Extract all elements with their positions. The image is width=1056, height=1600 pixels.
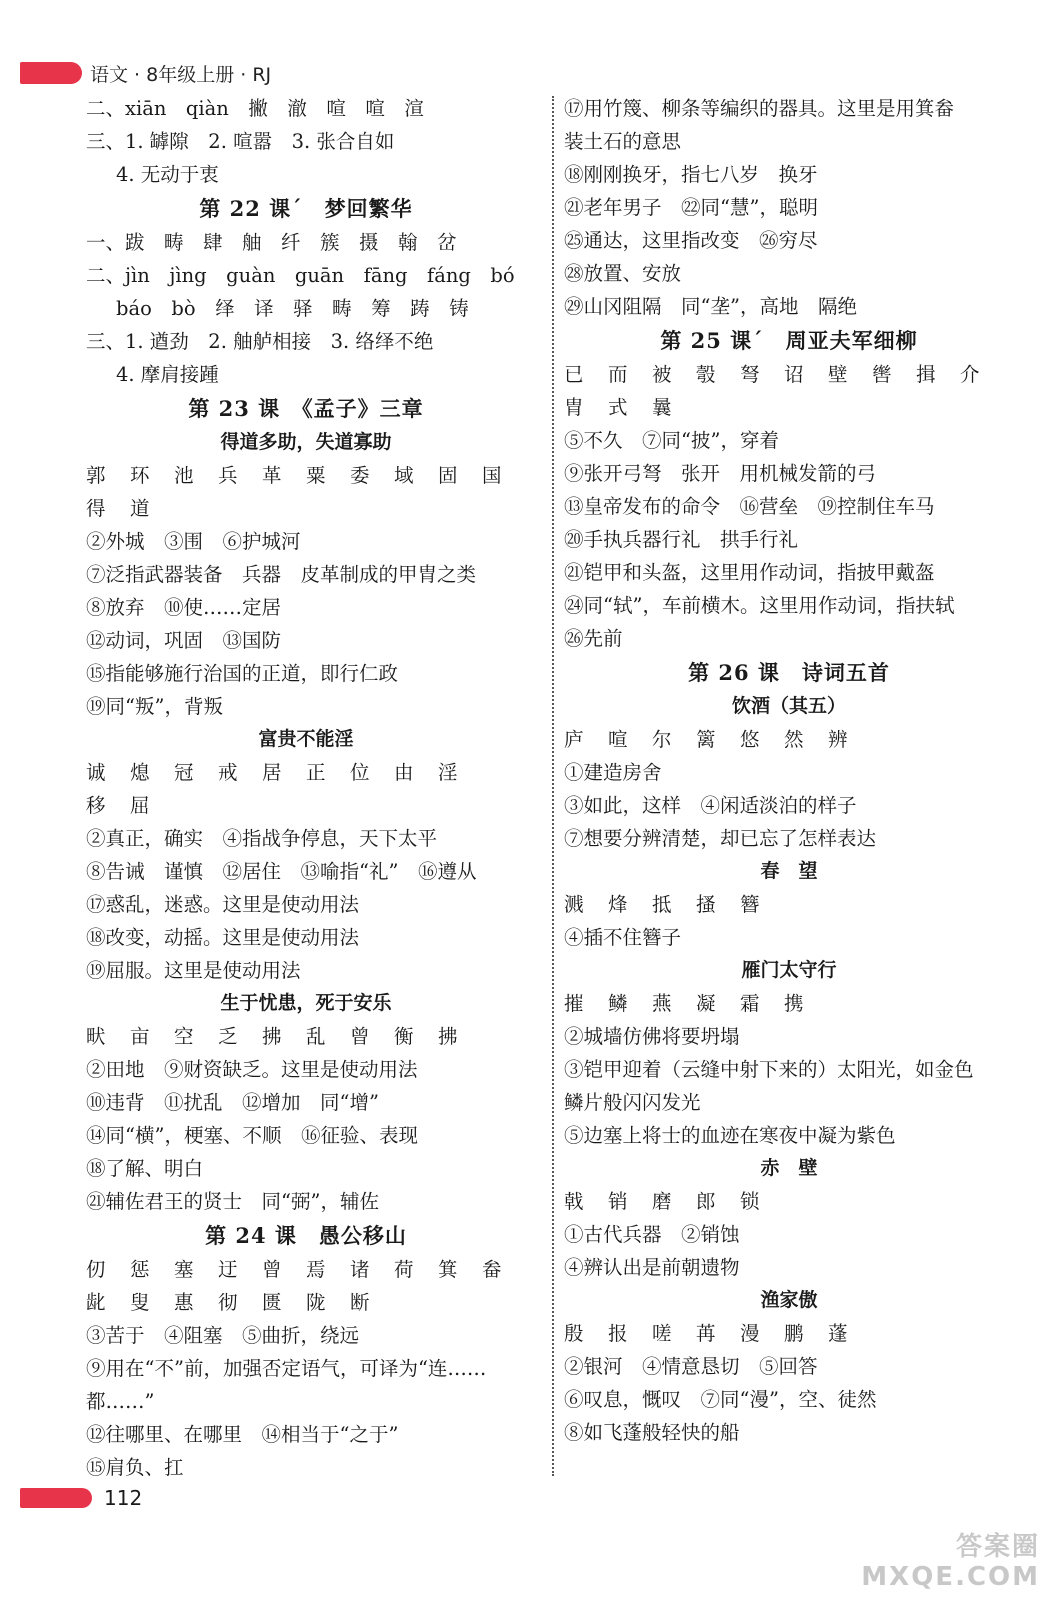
char-item: 喧 <box>608 728 628 751</box>
answer-line: ⑮肩负、扛 <box>86 1456 184 1479</box>
answer-line: ⑤边塞上将士的血迹在寒夜中凝为紫色 <box>564 1124 896 1147</box>
answer-line: ⑨用在“不”前，加强否定语气，可译为“连…… <box>86 1357 487 1380</box>
answer-line: ㉘放置、安放 <box>564 262 682 285</box>
char-list <box>86 1253 526 1286</box>
char-item: 革 <box>262 464 282 487</box>
answer-line: 都……” <box>86 1390 155 1413</box>
char-item: 兵 <box>218 464 238 487</box>
answer-line: ⑱刚刚换牙，指七八岁 换牙 <box>564 163 818 186</box>
char-item: 漫 <box>740 1322 760 1345</box>
char-item: 殷 <box>564 1322 584 1345</box>
answer-line: 二、xiān qiàn 撇 澈 喧 喧 渲 <box>86 97 424 120</box>
watermark-line1: 答案圈 <box>955 1532 1040 1562</box>
answer-line: ⑧放弃 ⑩使……定居 <box>86 596 282 619</box>
char-item: 委 <box>350 464 370 487</box>
answer-line: ㉑铠甲和头盔，这里用作动词，指披甲戴盔 <box>564 561 935 584</box>
answer-line: ②外城 ③围 ⑥护城河 <box>86 530 301 553</box>
answer-line: 鳞片般闪闪发光 <box>564 1091 701 1114</box>
char-item: 曾 <box>350 1025 370 1048</box>
char-item: 嗟 <box>652 1322 672 1345</box>
answer-line: ④插不住簪子 <box>564 926 682 949</box>
char-item: 彻 <box>218 1291 238 1314</box>
answer-line: ⑦泛指武器装备 兵器 皮革制成的甲胄之类 <box>86 563 477 586</box>
char-item: 位 <box>350 761 370 784</box>
section-title: 生于忧患，死于安乐 <box>220 992 392 1014</box>
answer-line: 二、jìn jìng guàn guān fāng fáng bó <box>86 264 515 287</box>
char-item: 摧 <box>564 992 584 1015</box>
lesson-title: 第 22 课ˊ 梦回繁华 <box>199 196 413 221</box>
char-list <box>86 789 526 822</box>
char-item: 焉 <box>306 1258 326 1281</box>
char-item: 断 <box>350 1291 370 1314</box>
footer-color-tab <box>20 1488 92 1508</box>
char-item: 被 <box>652 363 672 386</box>
page-footer <box>20 1486 142 1510</box>
char-item: 式 <box>608 396 628 419</box>
section-title: 富贵不能淫 <box>258 728 354 750</box>
answer-line: ㉑辅佐君王的贤士 同“弼”，辅佐 <box>86 1190 379 1213</box>
answer-line: báo bò 绎 译 驿 畴 筹 踌 铸 <box>116 297 469 320</box>
char-item: 畎 <box>86 1025 106 1048</box>
char-list <box>564 1185 1014 1218</box>
answer-line: 一、跋 畴 肆 舳 纤 簇 摄 翰 岔 <box>86 231 457 254</box>
answer-line: ⑲屈服。这里是使动用法 <box>86 959 301 982</box>
char-item: 鹏 <box>784 1322 804 1345</box>
char-item: 衡 <box>394 1025 414 1048</box>
char-item: 域 <box>394 464 414 487</box>
answer-line: ⑲同“叛”，背叛 <box>86 695 223 718</box>
section-title: 赤 壁 <box>760 1157 818 1179</box>
answer-line: ㉙山冈阻隔 同“垄”，高地 隔绝 <box>564 295 857 318</box>
char-item: 屈 <box>130 794 150 817</box>
answer-line: ⑩违背 ⑪扰乱 ⑫增加 同“增” <box>86 1091 379 1114</box>
char-item: 庐 <box>564 728 584 751</box>
char-item: 郎 <box>696 1190 716 1213</box>
lesson-title: 第 24 课 愚公移山 <box>205 1223 407 1248</box>
char-list <box>86 756 526 789</box>
page-number: 112 <box>104 1486 143 1510</box>
char-item: 苒 <box>696 1322 716 1345</box>
char-item: 诏 <box>784 363 804 386</box>
char-item: 已 <box>564 363 584 386</box>
char-list <box>564 723 1014 756</box>
answer-line: ㉕通达，这里指改变 ㉖穷尽 <box>564 229 818 252</box>
char-item: 正 <box>306 761 326 784</box>
char-item: 池 <box>174 464 194 487</box>
char-item: 熄 <box>130 761 150 784</box>
answer-line: ①建造房舍 <box>564 761 662 784</box>
char-item: 得 <box>86 497 106 520</box>
char-item: 迂 <box>218 1258 238 1281</box>
char-item: 戒 <box>218 761 238 784</box>
section-title: 渔家傲 <box>760 1289 818 1311</box>
char-item: 空 <box>174 1025 194 1048</box>
char-item: 磨 <box>652 1190 672 1213</box>
answer-line: ②城墙仿佛将要坍塌 <box>564 1025 740 1048</box>
char-item: 锁 <box>740 1190 760 1213</box>
header-title: 语文 · 8年级上册 · RJ <box>90 63 272 86</box>
char-item: 陇 <box>306 1291 326 1314</box>
watermark <box>861 1532 1040 1592</box>
char-item: 郭 <box>86 464 106 487</box>
char-list <box>86 1286 526 1319</box>
char-item: 畚 <box>482 1258 502 1281</box>
char-item: 冠 <box>174 761 194 784</box>
char-item: 粟 <box>306 464 326 487</box>
char-list <box>564 888 1014 921</box>
right-column <box>564 92 1014 1449</box>
char-item: 拂 <box>262 1025 282 1048</box>
section-title: 雁门太守行 <box>741 959 837 981</box>
char-item: 惩 <box>130 1258 150 1281</box>
char-item: 乱 <box>306 1025 326 1048</box>
char-item: 乏 <box>218 1025 238 1048</box>
answer-line: ㉔同“轼”，车前横木。这里用作动词，指扶轼 <box>564 594 955 617</box>
char-item: 国 <box>482 464 502 487</box>
char-item: 道 <box>130 497 150 520</box>
char-item: 蓬 <box>828 1322 848 1345</box>
answer-line: ⑨张开弓弩 张开 用机械发箭的弓 <box>564 462 877 485</box>
answer-line: 4. 无动于衷 <box>116 163 219 186</box>
char-item: 仞 <box>86 1258 106 1281</box>
char-item: 箕 <box>438 1258 458 1281</box>
char-item: 诚 <box>86 761 106 784</box>
answer-line: 4. 摩肩接踵 <box>116 363 219 386</box>
char-item: 诸 <box>350 1258 370 1281</box>
char-item: 然 <box>784 728 804 751</box>
char-item: 曩 <box>652 396 672 419</box>
char-item: 壁 <box>828 363 848 386</box>
answer-line: ①古代兵器 ②销蚀 <box>564 1223 740 1246</box>
char-item: 移 <box>86 794 106 817</box>
answer-line: ④辨认出是前朝遗物 <box>564 1256 740 1279</box>
page-header <box>20 58 271 88</box>
char-item: 彀 <box>696 363 716 386</box>
section-title: 得道多助，失道寡助 <box>220 431 392 453</box>
char-item: 揖 <box>916 363 936 386</box>
char-list <box>86 459 526 492</box>
char-item: 簪 <box>740 893 760 916</box>
char-item: 尔 <box>652 728 672 751</box>
char-item: 烽 <box>608 893 628 916</box>
char-list <box>564 391 1014 424</box>
answer-line: ⑰惑乱，迷惑。这里是使动用法 <box>86 893 360 916</box>
answer-line: ⑱改变，动摇。这里是使动用法 <box>86 926 360 949</box>
answer-line: ⑫动词，巩固 ⑬国防 <box>86 629 282 652</box>
char-item: 匮 <box>262 1291 282 1314</box>
answer-line: ⑬皇帝发布的命令 ⑯营垒 ⑲控制住车马 <box>564 495 935 518</box>
char-item: 龀 <box>86 1291 106 1314</box>
char-item: 携 <box>784 992 804 1015</box>
answer-line: 三、1. 罅隙 2. 喧嚣 3. 张合自如 <box>86 130 395 153</box>
char-item: 介 <box>960 363 980 386</box>
char-item: 而 <box>608 363 628 386</box>
char-list <box>86 1020 526 1053</box>
char-item: 惠 <box>174 1291 194 1314</box>
char-item: 戟 <box>564 1190 584 1213</box>
answer-line: ㉑老年男子 ㉒同“慧”，聪明 <box>564 196 818 219</box>
char-item: 悠 <box>740 728 760 751</box>
watermark-line2: MXQE.COM <box>861 1562 1040 1592</box>
char-item: 溅 <box>564 893 584 916</box>
char-list <box>564 358 1014 391</box>
char-item: 辔 <box>872 363 892 386</box>
char-item: 荷 <box>394 1258 414 1281</box>
char-item: 凝 <box>696 992 716 1015</box>
char-item: 塞 <box>174 1258 194 1281</box>
answer-line: ⑮指能够施行治国的正道，即行仁政 <box>86 662 399 685</box>
char-item: 固 <box>438 464 458 487</box>
answer-line: ③苦于 ④阻塞 ⑤曲折，绕远 <box>86 1324 360 1347</box>
answer-line: ⑳手执兵器行礼 拱手行礼 <box>564 528 799 551</box>
char-item: 鳞 <box>608 992 628 1015</box>
answer-line: 装土石的意思 <box>564 130 682 153</box>
answer-line: ⑧如飞蓬般轻快的船 <box>564 1421 740 1444</box>
char-item: 淫 <box>438 761 458 784</box>
char-item: 辨 <box>828 728 848 751</box>
section-title: 春 望 <box>760 860 818 882</box>
answer-line: ⑭同“横”，梗塞、不顺 ⑯征验、表现 <box>86 1124 418 1147</box>
answer-line: ⑫往哪里、在哪里 ⑭相当于“之于” <box>86 1423 399 1446</box>
left-column <box>86 92 526 1484</box>
answer-line: ⑥叹息，慨叹 ⑦同“漫”，空、徒然 <box>564 1388 877 1411</box>
char-item: 销 <box>608 1190 628 1213</box>
column-divider <box>552 96 554 1476</box>
char-item: 篱 <box>696 728 716 751</box>
char-item: 燕 <box>652 992 672 1015</box>
lesson-title: 第 26 课 诗词五首 <box>688 660 890 685</box>
char-item: 曾 <box>262 1258 282 1281</box>
answer-line: 三、1. 遒劲 2. 舳舻相接 3. 络绎不绝 <box>86 330 434 353</box>
char-item: 环 <box>130 464 150 487</box>
header-color-tab <box>20 62 82 84</box>
answer-line: ⑧告诫 谨慎 ⑫居住 ⑬喻指“礼” ⑯遵从 <box>86 860 477 883</box>
lesson-title: 第 25 课ˊ 周亚夫军细柳 <box>660 328 918 353</box>
char-item: 由 <box>394 761 414 784</box>
char-item: 居 <box>262 761 282 784</box>
char-item: 霜 <box>740 992 760 1015</box>
answer-line: ③铠甲迎着（云缝中射下来的）太阳光，如金色 <box>564 1058 974 1081</box>
answer-line: ⑦想要分辨清楚，却已忘了怎样表达 <box>564 827 877 850</box>
section-title: 饮酒（其五） <box>731 695 846 717</box>
answer-line: ⑰用竹篾、柳条等编织的器具。这里是用箕畚 <box>564 97 955 120</box>
char-item: 胄 <box>564 396 584 419</box>
char-item: 亩 <box>130 1025 150 1048</box>
answer-line: ②银河 ④情意恳切 ⑤回答 <box>564 1355 818 1378</box>
char-item: 拂 <box>438 1025 458 1048</box>
char-item: 叟 <box>130 1291 150 1314</box>
char-item: 搔 <box>696 893 716 916</box>
answer-line: ②田地 ⑨财资缺乏。这里是使动用法 <box>86 1058 418 1081</box>
answer-line: ⑱了解、明白 <box>86 1157 204 1180</box>
char-item: 抵 <box>652 893 672 916</box>
char-list <box>564 987 1014 1020</box>
answer-line: ②真正，确实 ④指战争停息，天下太平 <box>86 827 438 850</box>
answer-line: ③如此，这样 ④闲适淡泊的样子 <box>564 794 857 817</box>
char-list <box>564 1317 1014 1350</box>
char-item: 报 <box>608 1322 628 1345</box>
lesson-title: 第 23 课 《孟子》三章 <box>188 396 424 421</box>
answer-line: ⑤不久 ⑦同“披”，穿着 <box>564 429 779 452</box>
answer-line: ㉖先前 <box>564 627 623 650</box>
char-item: 弩 <box>740 363 760 386</box>
char-list <box>86 492 526 525</box>
